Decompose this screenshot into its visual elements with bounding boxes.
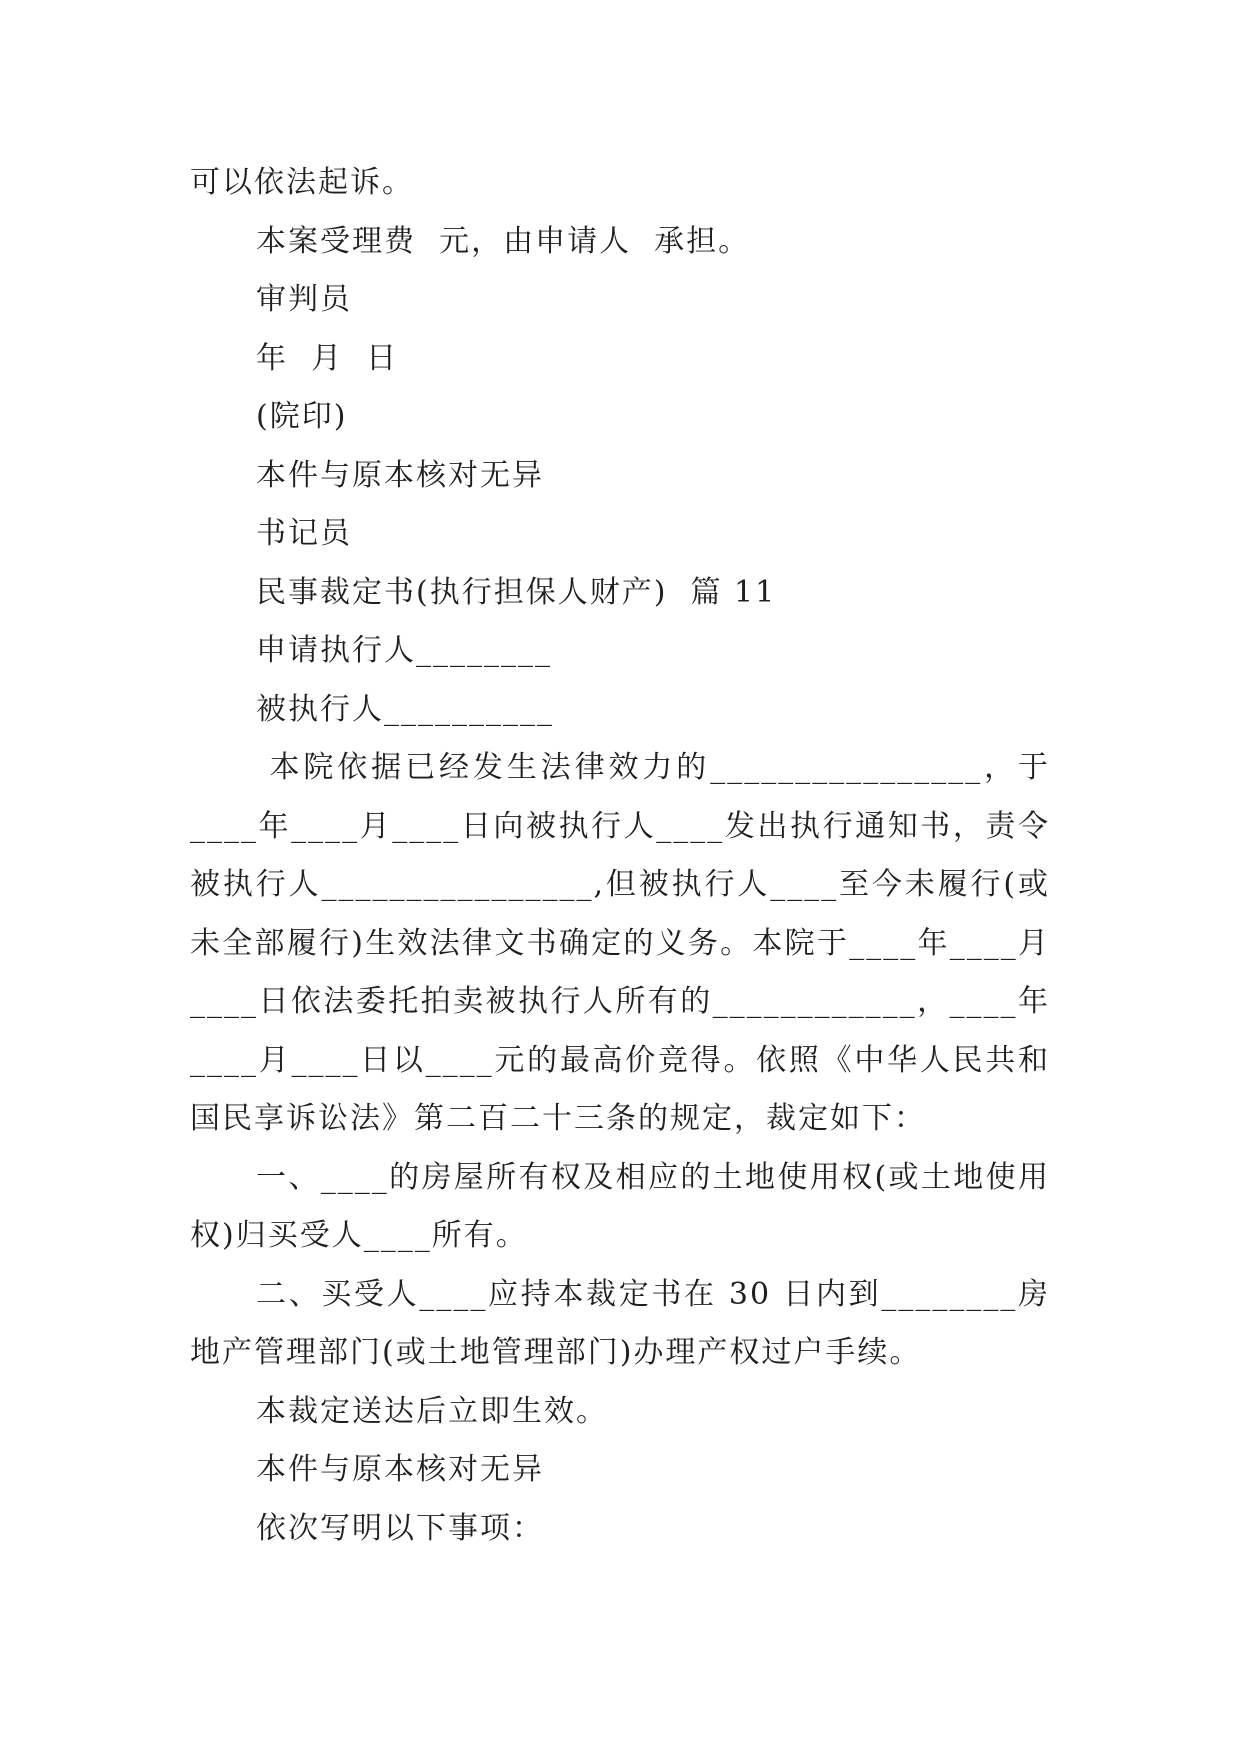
paragraph: (院印) [256, 399, 348, 434]
paragraph: 依次写明以下事项： [256, 1510, 544, 1546]
paragraph: 申请执行人________ [256, 633, 552, 668]
paragraph: 本件与原本核对无异 [256, 457, 544, 493]
paragraph: 一、____的房屋所有权及相应的土地使用权(或土地使用权)归买受人____所有。 [190, 1159, 1050, 1253]
paragraph: 被执行人__________ [256, 691, 554, 727]
document-body [190, 154, 1050, 1558]
paragraph: 年 月 日 [256, 340, 399, 376]
section-title: 民事裁定书(执行担保人财产) 篇 11 [256, 574, 777, 610]
paragraph: 二、买受人____应持本裁定书在 30 日内到________房地产管理部门(或土地管理部门)办理产权过户手续。 [190, 1276, 1050, 1370]
paragraph: 本院依据已经发生法律效力的________________，于____年____月____日向被执行人____发出执行通知书，责令被执行人________________,但被执行人____至今未履行(或未全部履行)生效法律文书确定的义务。本院于____年____月____日依法委托拍卖被执行人所有的____________，____年____月____日以____元的最高价竞得。依照《中华人民共和国民享诉讼法》第二百二十三条的规定，裁定如下： [190, 750, 1051, 1136]
paragraph: 审判员 [256, 282, 352, 317]
paragraph: 可以依法起诉。 [190, 165, 414, 200]
paragraph: 本案受理费 元，由申请人 承担。 [256, 223, 751, 259]
paragraph: 本裁定送达后立即生效。 [256, 1393, 608, 1429]
paragraph: 本件与原本核对无异 [256, 1452, 544, 1487]
paragraph: 书记员 [256, 516, 352, 551]
